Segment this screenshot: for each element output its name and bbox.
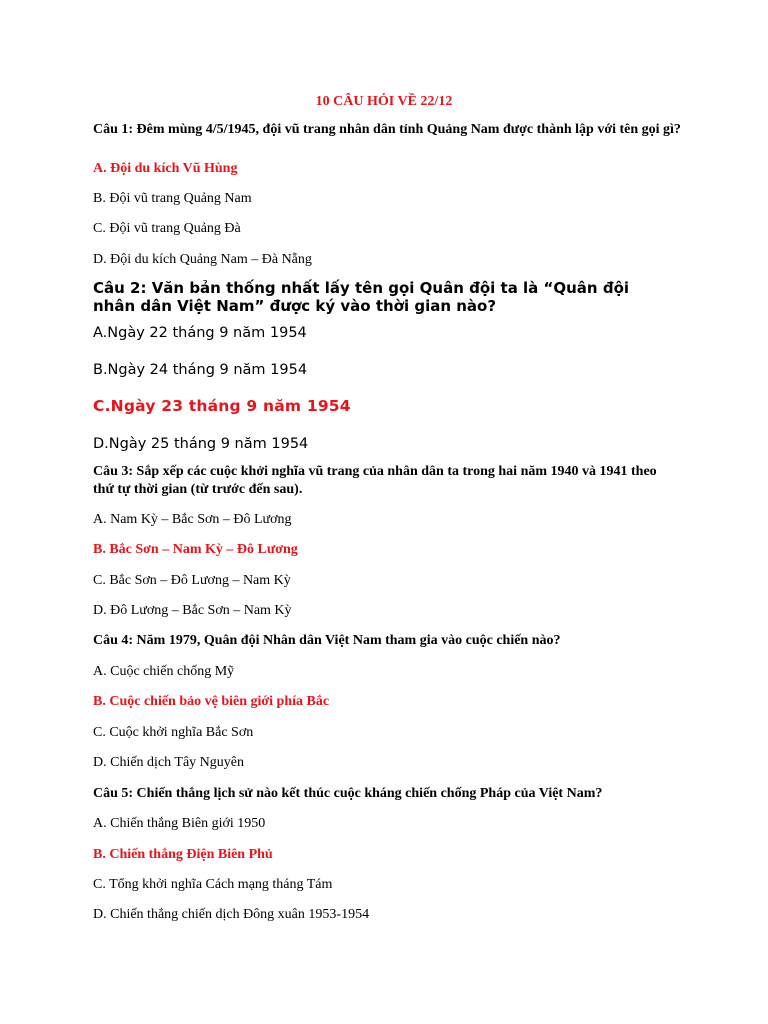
question-4-text: Câu 4: Năm 1979, Quân đội Nhân dân Việt Nam tham gia vào cuộc chiến nào? (93, 633, 561, 648)
question-3-option-b: B. Bắc Sơn – Nam Kỳ – Đô Lương (93, 542, 298, 557)
question-2-option-c: C.Ngày 23 tháng 9 năm 1954 (93, 397, 351, 415)
question-1-option-c: C. Đội vũ trang Quảng Đà (93, 221, 241, 236)
question-2-option-a: A.Ngày 22 tháng 9 năm 1954 (93, 325, 307, 341)
question-1-text: Câu 1: Đêm mùng 4/5/1945, đội vũ trang nhân dân tỉnh Quảng Nam được thành lập với tên gọi gì? (93, 122, 681, 137)
question-2-option-b: B.Ngày 24 tháng 9 năm 1954 (93, 362, 308, 378)
question-4-option-d: D. Chiến dịch Tây Nguyên (93, 755, 244, 770)
question-5-option-c: C. Tổng khởi nghĩa Cách mạng tháng Tám (93, 877, 333, 892)
question-3-option-c: C. Bắc Sơn – Đô Lương – Nam Kỳ (93, 573, 291, 588)
question-1-option-b: B. Đội vũ trang Quảng Nam (93, 191, 252, 206)
question-5-option-d: D. Chiến thắng chiến dịch Đông xuân 1953-1954 (93, 907, 370, 922)
question-3-text: Câu 3: Sắp xếp các cuộc khởi nghĩa vũ trang của nhân dân ta trong hai năm 1940 và 1941 theo thứ tự thời gian (từ trước đến sau). (93, 464, 657, 497)
question-2-text: Câu 2: Văn bản thống nhất lấy tên gọi Quân đội ta là “Quân đội nhân dân Việt Nam” được ký vào thời gian nào? (93, 279, 630, 315)
question-4-option-a: A. Cuộc chiến chống Mỹ (93, 664, 235, 679)
question-3-option-a: A. Nam Kỳ – Bắc Sơn – Đô Lương (93, 512, 292, 527)
question-5-option-a: A. Chiến thắng Biên giới 1950 (93, 816, 266, 831)
question-4-option-b: B. Cuộc chiến bảo vệ biên giới phía Bắc (93, 694, 330, 709)
question-5-option-b: B. Chiến thắng Điện Biên Phủ (93, 847, 273, 862)
question-3-option-d: D. Đô Lương – Bắc Sơn – Nam Kỳ (93, 603, 292, 618)
question-1-option-a: A. Đội du kích Vũ Hùng (93, 161, 238, 176)
question-2-option-d: D.Ngày 25 tháng 9 năm 1954 (93, 436, 309, 452)
document-title: 10 CÂU HỎI VỀ 22/12 (315, 94, 453, 109)
question-4-option-c: C. Cuộc khởi nghĩa Bắc Sơn (93, 725, 254, 740)
question-1-option-d: D. Đội du kích Quảng Nam – Đà Nẵng (93, 252, 312, 267)
question-5-text: Câu 5: Chiến thắng lịch sử nào kết thúc cuộc kháng chiến chống Pháp của Việt Nam? (93, 786, 603, 801)
